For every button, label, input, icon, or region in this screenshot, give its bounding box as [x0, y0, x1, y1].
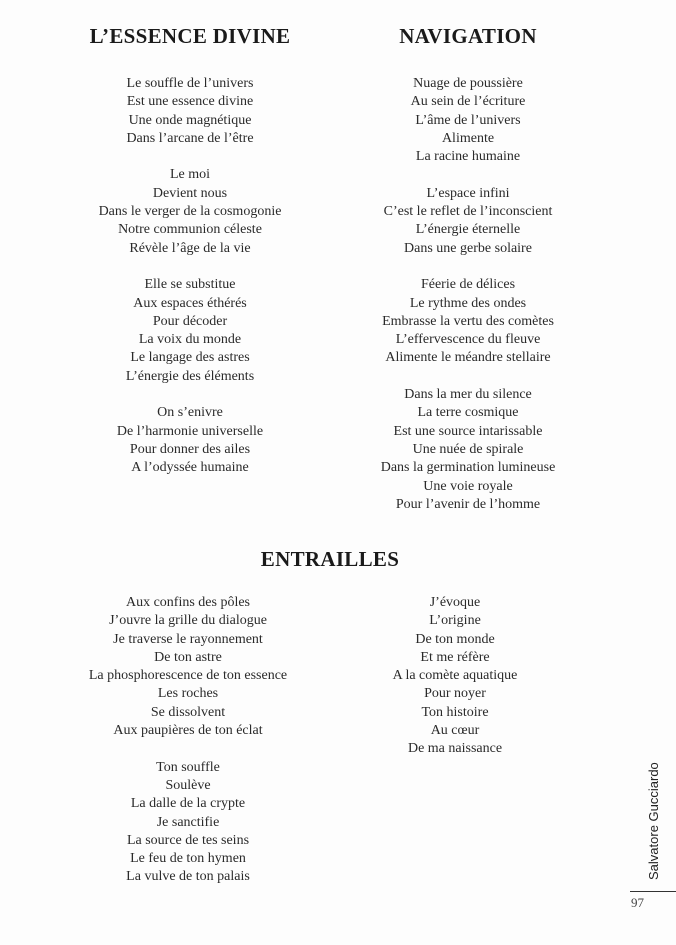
- verse-line: Embrasse la vertu des comètes: [382, 313, 554, 329]
- verse-line: Une voie royale: [423, 478, 513, 494]
- verse-line: Dans une gerbe solaire: [404, 240, 532, 256]
- verse-line: Alimente le méandre stellaire: [385, 350, 551, 366]
- stanza: [99, 166, 282, 257]
- stanza: [381, 75, 556, 166]
- verse-line: Pour l’avenir de l’homme: [395, 496, 541, 512]
- verse-line: Dans la mer du silence: [404, 387, 532, 403]
- verse-line: Une nuée de spirale: [412, 441, 524, 457]
- verse-line: Est une source intarissable: [393, 423, 543, 439]
- verse-line: De ton astre: [154, 649, 222, 665]
- poem-body-navigation: [381, 75, 556, 514]
- verse-line: La phosphorescence de ton essence: [88, 668, 288, 684]
- poem-body-entrailles-right: [393, 594, 518, 759]
- poem-title-essence-divine: L’ESSENCE DIVINE: [89, 24, 291, 48]
- verse-line: L’énergie des éléments: [125, 368, 255, 384]
- verse-line: Féerie de délices: [420, 277, 516, 293]
- verse-line: Révèle l’âge de la vie: [129, 240, 251, 256]
- verse-line: Pour décoder: [152, 313, 228, 329]
- verse-line: Une onde magnétique: [128, 112, 252, 128]
- verse-line: Pour donner des ailes: [129, 441, 251, 457]
- verse-line: La dalle de la crypte: [130, 796, 246, 812]
- poem-title-navigation: NAVIGATION: [399, 24, 537, 48]
- verse-line: Le souffle de l’univers: [126, 76, 254, 91]
- verse-line: Au sein de l’écriture: [410, 94, 526, 110]
- verse-line: L’origine: [429, 613, 481, 629]
- verse-line: Aux confins des pôles: [125, 595, 251, 610]
- verse-line: Notre communion céleste: [118, 222, 262, 238]
- stanza: [89, 594, 287, 740]
- verse-line: Je sanctifie: [156, 814, 220, 830]
- verse-line: Les roches: [157, 686, 219, 702]
- verse-line: A la comète aquatique: [392, 668, 518, 684]
- verse-line: Se dissolvent: [150, 704, 226, 720]
- verse-line: On s’enivre: [157, 405, 223, 421]
- verse-line: De ton monde: [415, 631, 495, 647]
- stanza: [89, 759, 287, 887]
- verse-line: De l’harmonie universelle: [116, 423, 264, 439]
- verse-line: La vulve de ton palais: [126, 869, 250, 885]
- verse-line: L’effervescence du fleuve: [395, 332, 541, 348]
- verse-line: L’espace infini: [426, 185, 510, 201]
- poem-body-essence-divine: [99, 75, 282, 478]
- stanza: [99, 276, 282, 386]
- verse-line: L’énergie éternelle: [415, 222, 521, 238]
- verse-line: Soulève: [165, 777, 211, 793]
- verse-line: La source de tes seins: [126, 832, 250, 848]
- verse-line: Ton souffle: [156, 759, 220, 775]
- stanza: [381, 185, 556, 258]
- verse-line: Le langage des astres: [130, 350, 250, 366]
- verse-line: L’âme de l’univers: [415, 112, 521, 128]
- verse-line: Elle se substitue: [144, 277, 236, 293]
- verse-line: Je traverse le rayonnement: [113, 631, 263, 647]
- verse-line: La racine humaine: [415, 149, 521, 165]
- verse-line: De ma naissance: [407, 741, 503, 757]
- verse-line: Aux paupières de ton éclat: [113, 723, 263, 739]
- verse-line: Aux espaces éthérés: [133, 295, 247, 311]
- stanza: [99, 75, 282, 148]
- verse-line: J’évoque: [429, 595, 481, 610]
- verse-line: Pour noyer: [424, 686, 486, 702]
- poem-title-entrailles: ENTRAILLES: [260, 547, 400, 571]
- verse-line: La terre cosmique: [417, 405, 519, 421]
- footer-divider: [630, 891, 676, 892]
- verse-line: Nuage de poussière: [413, 76, 523, 91]
- verse-line: A l’odyssée humaine: [131, 460, 249, 476]
- author-name: Salvatore Gucciardo: [646, 762, 661, 880]
- verse-line: J’ouvre la grille du dialogue: [109, 613, 267, 629]
- verse-line: Et me réfère: [420, 649, 490, 665]
- verse-line: Le feu de ton hymen: [130, 851, 246, 867]
- verse-line: Dans le verger de la cosmogonie: [98, 204, 282, 220]
- stanza: [381, 386, 556, 514]
- verse-line: Devient nous: [152, 185, 228, 201]
- stanza: [381, 276, 556, 367]
- verse-line: La voix du monde: [138, 332, 242, 348]
- verse-line: Est une essence divine: [126, 94, 254, 110]
- verse-line: Alimente: [441, 130, 495, 146]
- verse-line: Dans la germination lumineuse: [380, 460, 556, 476]
- stanza: [99, 404, 282, 477]
- verse-line: Au cœur: [430, 723, 480, 739]
- page-number: 97: [631, 895, 644, 910]
- verse-line: Le moi: [169, 167, 211, 183]
- stanza: [393, 594, 518, 759]
- verse-line: Ton histoire: [421, 704, 489, 720]
- verse-line: Le rythme des ondes: [409, 295, 527, 311]
- poem-body-entrailles-left: [89, 594, 287, 887]
- verse-line: Dans l’arcane de l’être: [126, 130, 254, 146]
- verse-line: C’est le reflet de l’inconscient: [383, 204, 553, 220]
